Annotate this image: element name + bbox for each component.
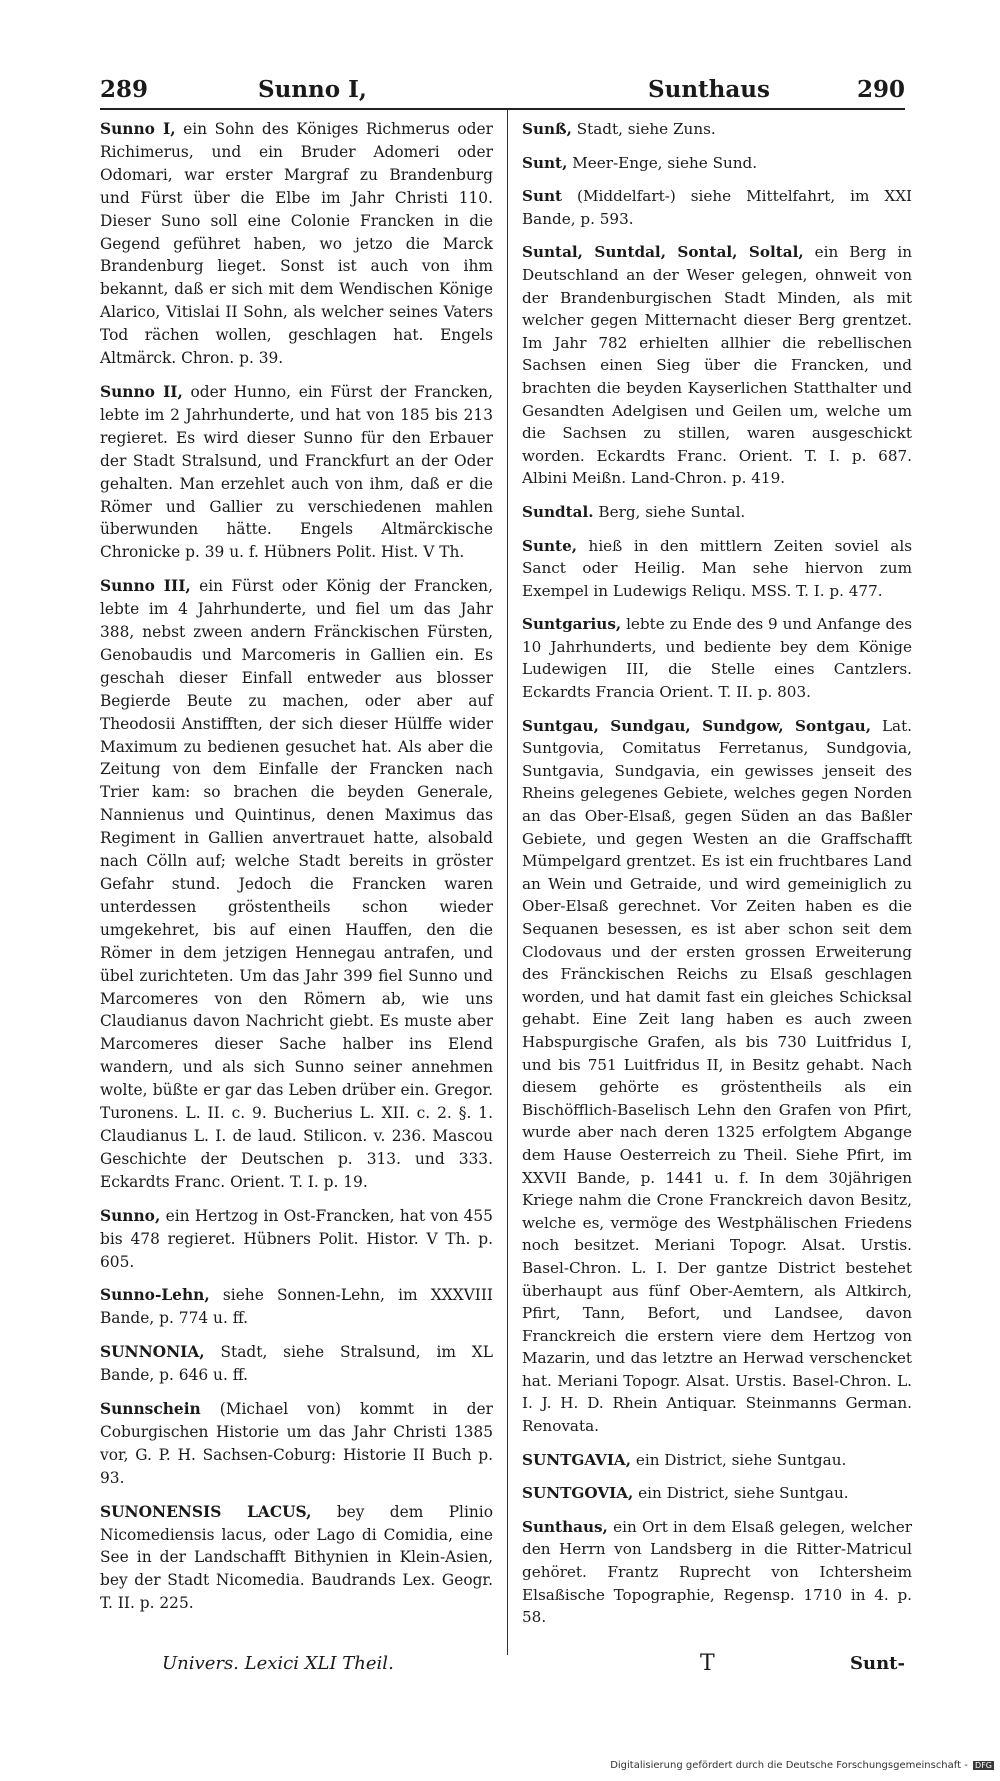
dictionary-entry [100, 1501, 493, 1616]
header-keyword-right: Sunthaus [648, 76, 770, 103]
running-header [100, 74, 905, 110]
entry-headword: SUNONENSIS LACUS, [100, 1502, 312, 1521]
entry-text: ein Hertzog in Ost-Francken, hat von 455 bis 478 regieret. Hübners Polit. Histor. V Th. p. 605. [100, 1206, 493, 1271]
entry-headword: Sundtal. [522, 502, 594, 521]
entry-headword: Suntgau, Sundgau, Sundgow, Sontgau, [522, 716, 871, 735]
entry-text: ein District, siehe Suntgau. [638, 1484, 849, 1503]
dictionary-entry [100, 118, 493, 370]
dictionary-entry [100, 381, 493, 564]
entry-headword: Sunthaus, [522, 1517, 608, 1536]
digitization-footer [610, 1760, 994, 1771]
entry-headword: Sunt, [522, 153, 568, 172]
entry-headword: Sunß, [522, 120, 572, 138]
dictionary-entry [522, 185, 912, 230]
entry-text: Berg, siehe Suntal. [598, 502, 746, 521]
entry-headword: Suntgarius, [522, 615, 622, 634]
entry-text: Stadt, siehe Zuns. [576, 120, 716, 138]
signature-mark: T [700, 1651, 715, 1676]
entry-text: hieß in den mittlern Zeiten soviel als Sanct oder Heilig. Man sehe hiervon zum Exempel in Ludewigs Reliqu. MSS. T. I. p. 477. [522, 536, 913, 600]
entry-text: Meer-Enge, siehe Sund. [572, 153, 758, 172]
entry-headword: Sunno-Lehn, [100, 1286, 210, 1305]
entry-text: ein Ort in dem Elsaß gelegen, welcher den Herrn von Landsberg in die Ritter-Matricul gehöret. Frantz Ruprecht von Ichtersheim Elsaßische Topographie, Regensp. 1710 in 4. p. 58. [522, 1517, 913, 1627]
entry-text: lebte zu Ende des 9 und Anfange des 10 Jahrhunderts, und bediente bey dem Könige Ludewigen III, die Stelle eines Cantzlers. Eckardts Francia Orient. T. II. p. 803. [522, 615, 913, 702]
dictionary-entry [522, 1482, 912, 1505]
entry-text: Lat. Suntgovia, Comitatus Ferretanus, Sundgovia, Suntgavia, Sundgavia, ein gewisses jenseit des Rheins gelegenes Gebiete, welches gegen Norden an das Ober-Elsaß, gegen Süden an das Baßler Gebiete, und gegen Westen an die Graffschafft Mümpelgard grentzet. Es ist ein fruchtbares Land an Wein und Getraide, und wird gemeiniglich zu Ober-Elsaß gerechnet. Vor Zeiten haben es die Sequanen besessen, es ist aber schon seit dem Clodovaus und der ersten grossen Erweiterung des Fränckischen Reichs zu Elsaß geschlagen worden, und hat damit fast ein gleiches Schicksal gehabt. Eine Zeit lang haben es auch zween Habspurgische Grafen, als bis 730 Luitfridus I, und bis 751 Luitfridus II, in Besitz gehabt. Nach diesem gehörte es gröstentheils als ein Bischöfflich-Baselisch Lehn den Grafen von Pfirt, wurde aber nach deren 1325 erfolgtem Abgange dem Hause Oesterreich zu Theil. Siehe Pfirt, im XXVII Bande, p. 1441 u. f. In dem 30jährigen Kriege nahm die Crone Franckreich davon Besitz, welche es, vermöge des Westphälischen Friedens noch besitzet. Meriani Topogr. Alsat. Urstis. Basel-Chron. L. I. Der gantze District bestehet überhaupt aus fünf Ober-Aemtern, als Altkirch, Pfirt, Tann, Befort, und Landsee, davon Franckreich die erstern viere dem Hertzog von Mazarin, und das letztre an Herwad verschencket hat. Meriani Topogr. Alsat. Urstis. Basel-Chron. L. I. J. H. D. Rhein Antiquar. Steinmanns German. Renovata. [522, 716, 913, 1436]
dictionary-entry [522, 241, 912, 490]
dictionary-entry [100, 1205, 493, 1274]
dictionary-entry [100, 1398, 493, 1490]
volume-signature: Univers. Lexici XLI Theil. [162, 1653, 394, 1674]
dictionary-entry [100, 575, 493, 1193]
dictionary-entry [522, 501, 912, 524]
dictionary-entry [100, 1341, 493, 1387]
entry-headword: SUNTGAVIA, [522, 1450, 632, 1469]
right-column [522, 118, 912, 1640]
catchword: Sunt- [850, 1653, 905, 1674]
dictionary-entry [522, 118, 912, 141]
entry-text: Stadt, siehe Stralsund, im XL Bande, p. 646 u. ff. [100, 1343, 493, 1385]
entry-text: ein Berg in Deutschland an der Weser gelegen, ohnweit von der Brandenburgischen Stadt Minden, als mit welcher gegen Mitternacht dieser Berg grentzet. Im Jahr 782 erhielten allhier die rebellischen Sachsen einen Sieg über die Francken, und brachten die beyden Kayserlichen Statthalter und Gesandten Adelgisen und Geilen um, welche um die Sachsen zu stillen, waren ausgeschickt worden. Eckardts Franc. Orient. T. I. p. 687. Albini Meißn. Land-Chron. p. 419. [522, 243, 913, 488]
page-number-left: 289 [100, 76, 149, 103]
entry-text: ein Sohn des Königes Richmerus oder Richimerus, und ein Bruder Adomeri oder Odomari, war erster Margraf zu Brandenburg und Fürst über die Elbe im Jahr Christi 110. Dieser Suno soll eine Colonie Francken in die Gegend geführet haben, wo jetzo die Marck Brandenburg lieget. Sonst ist auch von ihm bekannt, daß er sich mit dem Wendischen Könige Alarico, Vitislai II Sohn, als welcher seines Vaters Tod rächen wollen, geschlagen hat. Engels Altmärck. Chron. p. 39. [100, 120, 493, 368]
entry-headword: Sunte, [522, 536, 578, 555]
page-number-right: 290 [856, 76, 905, 103]
dictionary-entry [522, 1516, 912, 1629]
entry-headword: SUNNONIA, [100, 1343, 205, 1362]
column-divider [507, 110, 508, 1655]
footer-text: Digitalisierung gefördert durch die Deutsche Forschungsgemeinschaft - [610, 1760, 968, 1771]
entry-headword: Sunno, [100, 1206, 161, 1225]
entry-text: (Middelfart-) siehe Mittelfahrt, im XXI Bande, p. 593. [522, 187, 913, 228]
entry-headword: Sunno I, [100, 120, 176, 138]
entry-text: ein District, siehe Suntgau. [635, 1450, 847, 1469]
entry-headword: Sunno II, [100, 382, 183, 401]
entry-text: ein Fürst oder König der Francken, lebte im 4 Jahrhunderte, und fiel um das Jahr 388, nebst zween andern Fränckischen Fürsten, Genobaudis und Marcomeris in Gallien ein. Es geschah dieser Einfall entweder aus blosser Begierde Beute zu machen, oder aber auf Theodosii Anstifften, der sich dieser Hülffe wider Maximum zu bedienen gesuchet hat. Als aber die Zeitung von dem Einfalle der Francken nach Trier kam: so brachen die beyden Generale, Nannienus und Quintinus, denen Maximus das Regiment in Gallien anvertrauet hatte, alsobald nach Cölln auf; welche Stadt bereits in gröster Gefahr stund. Jedoch die Francken waren unterdessen gröstentheils schon wieder umgekehret, bis auf einen Hauffen, den die Römer in dem jetzigen Hennegau antrafen, und übel zurichteten. Um das Jahr 399 fiel Sunno und Marcomeres von den Römern ab, wie uns Claudianus davon Nachricht giebt. Es muste aber Marcomeres dieser Sache halber ins Elend wandern, und als sich Sunno seiner annehmen wolte, büßte er gar das Leben drüber ein. Gregor. Turonens. L. II. c. 9. Bucherius L. XII. c. 2. §. 1. Claudianus L. I. de laud. Stilicon. v. 236. Mascou Geschichte der Deutschen p. 313. und 333. Eckardts Franc. Orient. T. I. p. 19. [100, 577, 493, 1191]
entry-headword: Sunnschein [100, 1400, 201, 1419]
dfg-logo: DFG [975, 1760, 992, 1770]
dictionary-entry [522, 715, 912, 1438]
left-column [100, 118, 493, 1626]
header-keyword-left: Sunno I, [258, 76, 367, 103]
dictionary-entry [522, 1449, 912, 1472]
dictionary-entry [522, 535, 912, 603]
entry-text: bey dem Plinio Nicomediensis lacus, oder Lago di Comidia, eine See in der Landschafft Bithynien in Klein-Asien, bey der Stadt Nicomedia. Baudrands Lex. Geogr. T. II. p. 225. [100, 1502, 493, 1613]
entry-headword: SUNTGOVIA, [522, 1484, 634, 1503]
entry-headword: Sunno III, [100, 577, 191, 596]
entry-headword: Suntal, Suntdal, Sontal, Soltal, [522, 243, 804, 262]
dictionary-entry [522, 613, 912, 703]
dictionary-entry [522, 152, 912, 175]
entry-text: (Michael von) kommt in der Coburgischen Historie um das Jahr Christi 1385 vor, G. P. H. Sachsen-Coburg: Historie II Buch p. 93. [100, 1400, 493, 1487]
entry-headword: Sunt [522, 187, 563, 206]
entry-text: oder Hunno, ein Fürst der Francken, lebte im 2 Jahrhunderte, und hat von 185 bis 213 regieret. Es wird dieser Sunno für den Erbauer der Stadt Stralsund, und Franckfurt an der Oder gehalten. Man erzehlet auch von ihm, daß er die Römer und Gallier zu verschiedenen mahlen überwunden hätte. Engels Altmärckische Chronicke p. 39 u. f. Hübners Polit. Hist. V Th. [100, 382, 493, 562]
entry-text: siehe Sonnen-Lehn, im XXXVIII Bande, p. 774 u. ff. [100, 1286, 493, 1328]
dictionary-entry [100, 1284, 493, 1330]
